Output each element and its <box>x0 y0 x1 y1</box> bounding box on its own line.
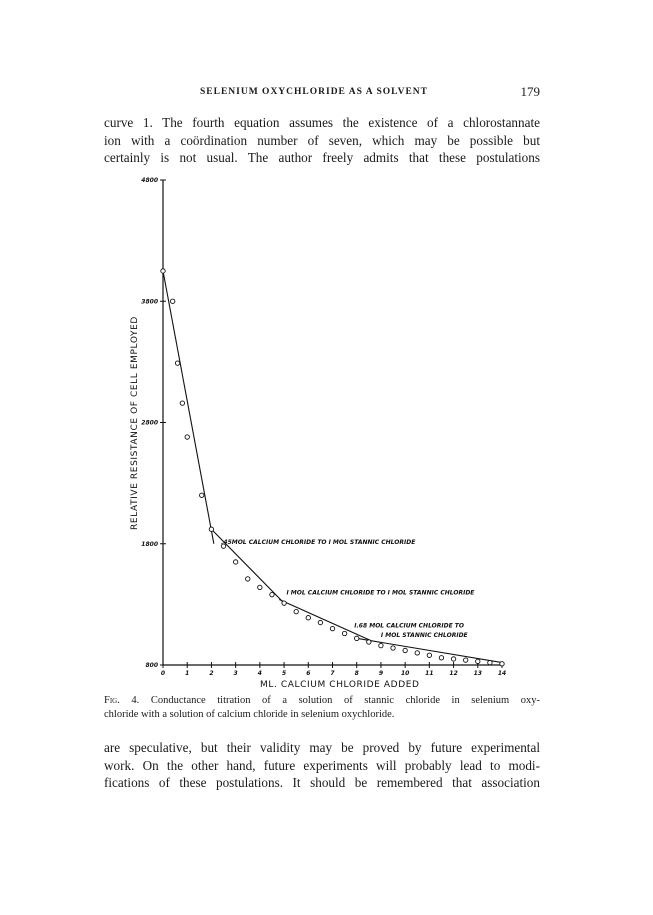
y-tick-label: 4800 <box>141 177 158 184</box>
x-tick-label: 13 <box>473 670 482 677</box>
chart-svg <box>120 168 540 690</box>
figure-caption <box>104 694 540 722</box>
x-tick-label: 0 <box>160 670 166 677</box>
data-point <box>233 560 237 564</box>
text-line: certainly is not usual. The author freely admits that these postulations <box>104 150 540 165</box>
data-point <box>170 299 174 303</box>
data-point <box>282 601 286 605</box>
data-point <box>476 659 480 663</box>
x-tick-label: 6 <box>306 670 311 677</box>
data-point <box>306 616 310 620</box>
chart-annotation: I.68 MOL CALCIUM CHLORIDE TO <box>354 622 465 630</box>
y-tick-label: 2800 <box>141 419 158 427</box>
data-point <box>427 653 431 657</box>
y-tick-label: 1800 <box>141 540 158 548</box>
x-tick-label: 14 <box>497 670 507 677</box>
data-point <box>379 643 383 647</box>
data-point <box>258 585 262 589</box>
data-point <box>209 527 213 531</box>
paragraph-top <box>104 114 540 167</box>
y-axis-title: RELATIVE RESISTANCE OF CELL EMPLOYED <box>130 316 140 530</box>
text-line: work. On the other hand, future experiments will probably lead to modi- <box>104 757 540 773</box>
x-tick-label: 7 <box>330 670 335 677</box>
data-point <box>180 401 184 405</box>
text-line: curve 1. The fourth equation assumes the existence of a chlorostannate <box>104 115 540 130</box>
data-point <box>367 640 371 644</box>
x-tick-label: 2 <box>209 670 214 677</box>
data-point <box>318 620 322 624</box>
caption-line <box>104 694 540 708</box>
running-head <box>104 84 540 104</box>
data-point <box>330 626 334 630</box>
x-tick-label: 5 <box>281 670 287 677</box>
y-tick-label: 800 <box>145 662 158 669</box>
caption-text: Conductance titration of a solution of stannic chloride in selenium oxy- <box>150 695 540 706</box>
x-tick-label: 3 <box>233 670 238 677</box>
data-point <box>175 361 179 365</box>
x-tick-label: 12 <box>449 670 458 677</box>
data-point <box>270 592 274 596</box>
fit-line <box>163 271 214 544</box>
figure-4-chart <box>120 168 540 690</box>
x-axis-title: ML. CALCIUM CHLORIDE ADDED <box>260 680 420 690</box>
data-point <box>200 493 204 497</box>
data-point <box>488 660 492 664</box>
data-point <box>294 609 298 613</box>
x-tick-label: 8 <box>354 670 359 677</box>
fit-line <box>279 600 371 641</box>
data-point <box>403 648 407 652</box>
data-point <box>185 435 189 439</box>
data-point <box>500 662 504 666</box>
x-tick-label: 1 <box>185 670 190 677</box>
y-tick-label: 3800 <box>141 298 158 306</box>
x-tick-label: 10 <box>400 670 410 677</box>
fit-line <box>357 638 502 662</box>
data-point <box>342 631 346 635</box>
data-point <box>415 651 419 655</box>
chart-annotation: .45MOL CALCIUM CHLORIDE TO I MOL STANNIC CHLORIDE <box>221 538 416 546</box>
chart-annotation: I MOL CALCIUM CHLORIDE TO I MOL STANNIC CHLORIDE <box>286 589 475 597</box>
text-line: are speculative, but their validity may be proved by future experimental <box>104 740 540 755</box>
chart-annotation: I MOL STANNIC CHLORIDE <box>380 632 468 640</box>
caption-label: Fig. 4. <box>104 695 140 706</box>
data-point <box>161 269 165 273</box>
data-point <box>355 636 359 640</box>
data-point <box>246 577 250 581</box>
page-number: 179 <box>520 84 540 99</box>
data-point <box>463 658 467 662</box>
x-tick-label: 11 <box>425 670 434 677</box>
caption-line: chloride with a solution of calcium chloride in selenium oxychloride. <box>104 709 395 720</box>
x-tick-label: 9 <box>378 670 384 677</box>
data-point <box>391 646 395 650</box>
text-line: fications of these postulations. It should be remembered that association <box>104 775 540 790</box>
data-point <box>451 657 455 661</box>
paragraph-bottom <box>104 739 540 792</box>
text-line: ion with a coördination number of seven, which may be possible but <box>104 132 540 148</box>
running-title: SELENIUM OXYCHLORIDE AS A SOLVENT <box>200 87 428 97</box>
data-point <box>439 656 443 660</box>
x-tick-label: 4 <box>257 670 262 677</box>
